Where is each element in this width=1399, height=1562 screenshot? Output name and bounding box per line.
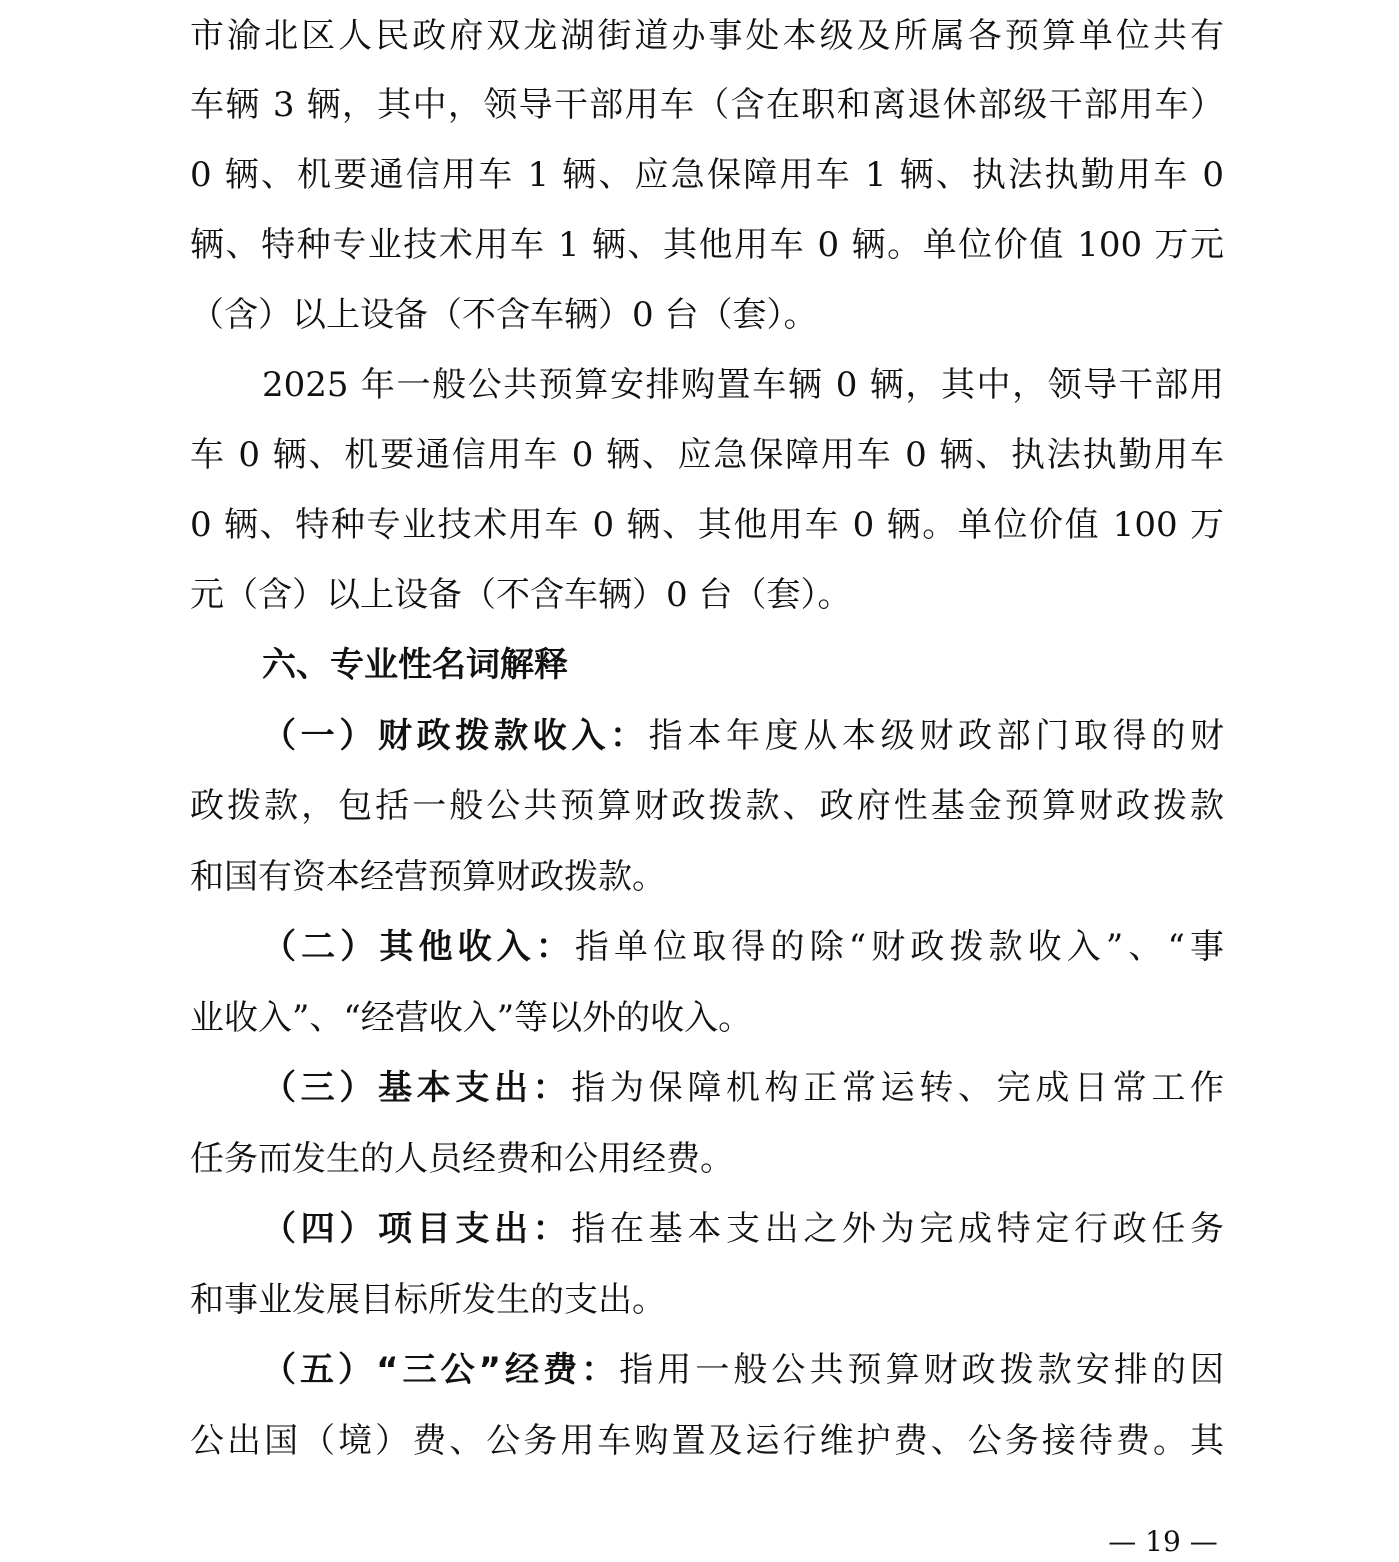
- definition-first-line: [190, 708, 1224, 764]
- definition-first-line: [190, 1342, 1224, 1398]
- text-line: 政拨款，包括一般公共预算财政拨款、政府性基金预算财政拨款: [190, 786, 1224, 826]
- definition-term: （一）财政拨款收入：: [262, 716, 649, 756]
- text-line: 市渝北区人民政府双龙湖街道办事处本级及所属各预算单位共有: [190, 16, 1224, 56]
- text-line: 和国有资本经营预算财政拨款。: [190, 857, 666, 897]
- text-line: 0 辆、特种专业技术用车 0 辆、其他用车 0 辆。单位价值 100 万: [190, 505, 1224, 545]
- definition-term: （四）项目支出：: [262, 1209, 572, 1249]
- definition-term: （三）基本支出：: [262, 1068, 572, 1108]
- text-line: 2025 年一般公共预算安排购置车辆 0 辆，其中，领导干部用: [262, 365, 1224, 405]
- definition-text: 指为保障机构正常运转、完成日常工作: [571, 1068, 1225, 1108]
- definition-text: 指单位取得的除“财政拨款收入”、“事: [574, 927, 1225, 967]
- text-line: 车 0 辆、机要通信用车 0 辆、应急保障用车 0 辆、执法执勤用车: [190, 435, 1224, 475]
- definition-first-line: [190, 919, 1224, 975]
- text-line: 业收入”、“经营收入”等以外的收入。: [190, 998, 753, 1038]
- text-line: 公出国（境）费、公务用车购置及运行维护费、公务接待费。其: [190, 1421, 1224, 1461]
- text-line: 任务而发生的人员经费和公用经费。: [190, 1139, 734, 1179]
- text-line: （含）以上设备（不含车辆）0 台（套）。: [190, 295, 818, 335]
- definition-first-line: [190, 1201, 1224, 1257]
- definition-text: 指用一般公共预算财政拨款安排的因: [619, 1350, 1224, 1390]
- text-line: 车辆 3 辆，其中，领导干部用车（含在职和离退休部级干部用车）: [190, 85, 1224, 125]
- text-line: 0 辆、机要通信用车 1 辆、应急保障用车 1 辆、执法执勤用车 0: [190, 155, 1224, 195]
- section-heading: 六、专业性名词解释: [262, 645, 568, 685]
- definition-term: （二）其他收入：: [262, 927, 575, 967]
- page-number: — 19 —: [1108, 1525, 1218, 1558]
- text-line: 辆、特种专业技术用车 1 辆、其他用车 0 辆。单位价值 100 万元: [190, 225, 1224, 265]
- definition-term: （五）“三公”经费：: [262, 1350, 620, 1390]
- definition-text: 指本年度从本级财政部门取得的财: [648, 716, 1225, 756]
- text-line: 和事业发展目标所发生的支出。: [190, 1280, 666, 1320]
- text-line: 元（含）以上设备（不含车辆）0 台（套）。: [190, 575, 852, 615]
- definition-first-line: [190, 1060, 1224, 1116]
- definition-text: 指在基本支出之外为完成特定行政任务: [571, 1209, 1225, 1249]
